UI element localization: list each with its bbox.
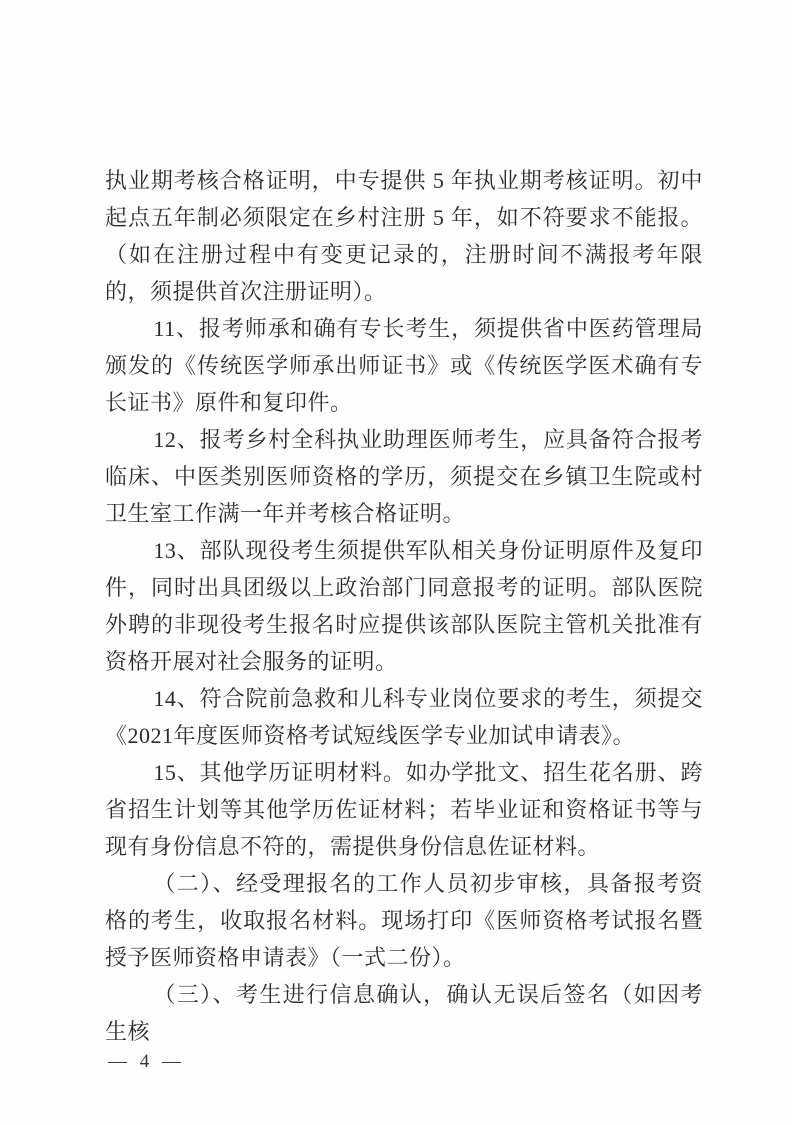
paragraph-continuation: 执业期考核合格证明，中专提供 5 年执业期考核证明。初中起点五年制必须限定在乡村注册 5 年，如不符要求不能报。（如在注册过程中有变更记录的，注册时间不满报考年限的，须提供首次注册证明）。 [105,168,703,304]
paragraph-item-15: 15、其他学历证明材料。如办学批文、招生花名册、跨省招生计划等其他学历佐证材料；若毕业证和资格证书等与现有身份信息不符的，需提供身份信息佐证材料。 [105,760,703,859]
paragraph-section-2: （二）、经受理报名的工作人员初步审核，具备报考资格的考生，收取报名材料。现场打印《医师资格考试报名暨授予医师资格申请表》（一式二份）。 [105,871,703,970]
page-number: — 4 — [108,1051,185,1072]
paragraph-item-12: 12、报考乡村全科执业助理医师考生，应具备符合报考临床、中医类别医师资格的学历，须提交在乡镇卫生院或村卫生室工作满一年并考核合格证明。 [105,427,703,526]
paragraph-item-14: 14、符合院前急救和儿科专业岗位要求的考生，须提交《2021年度医师资格考试短线医学专业加试申请表》。 [105,686,703,748]
paragraph-section-3: （三）、考生进行信息确认，确认无误后签名（如因考生核 [105,982,703,1044]
paragraph-item-11: 11、报考师承和确有专长考生，须提供省中医药管理局颁发的《传统医学师承出师证书》或《传统医学医术确有专长证书》原件和复印件。 [105,316,703,415]
paragraph-item-13: 13、部队现役考生须提供军队相关身份证明原件及复印件，同时出具团级以上政治部门同意报考的证明。部队医院外聘的非现役考生报名时应提供该部队医院主管机关批准有资格开展对社会服务的证明。 [105,538,703,674]
document-body [105,162,703,1050]
